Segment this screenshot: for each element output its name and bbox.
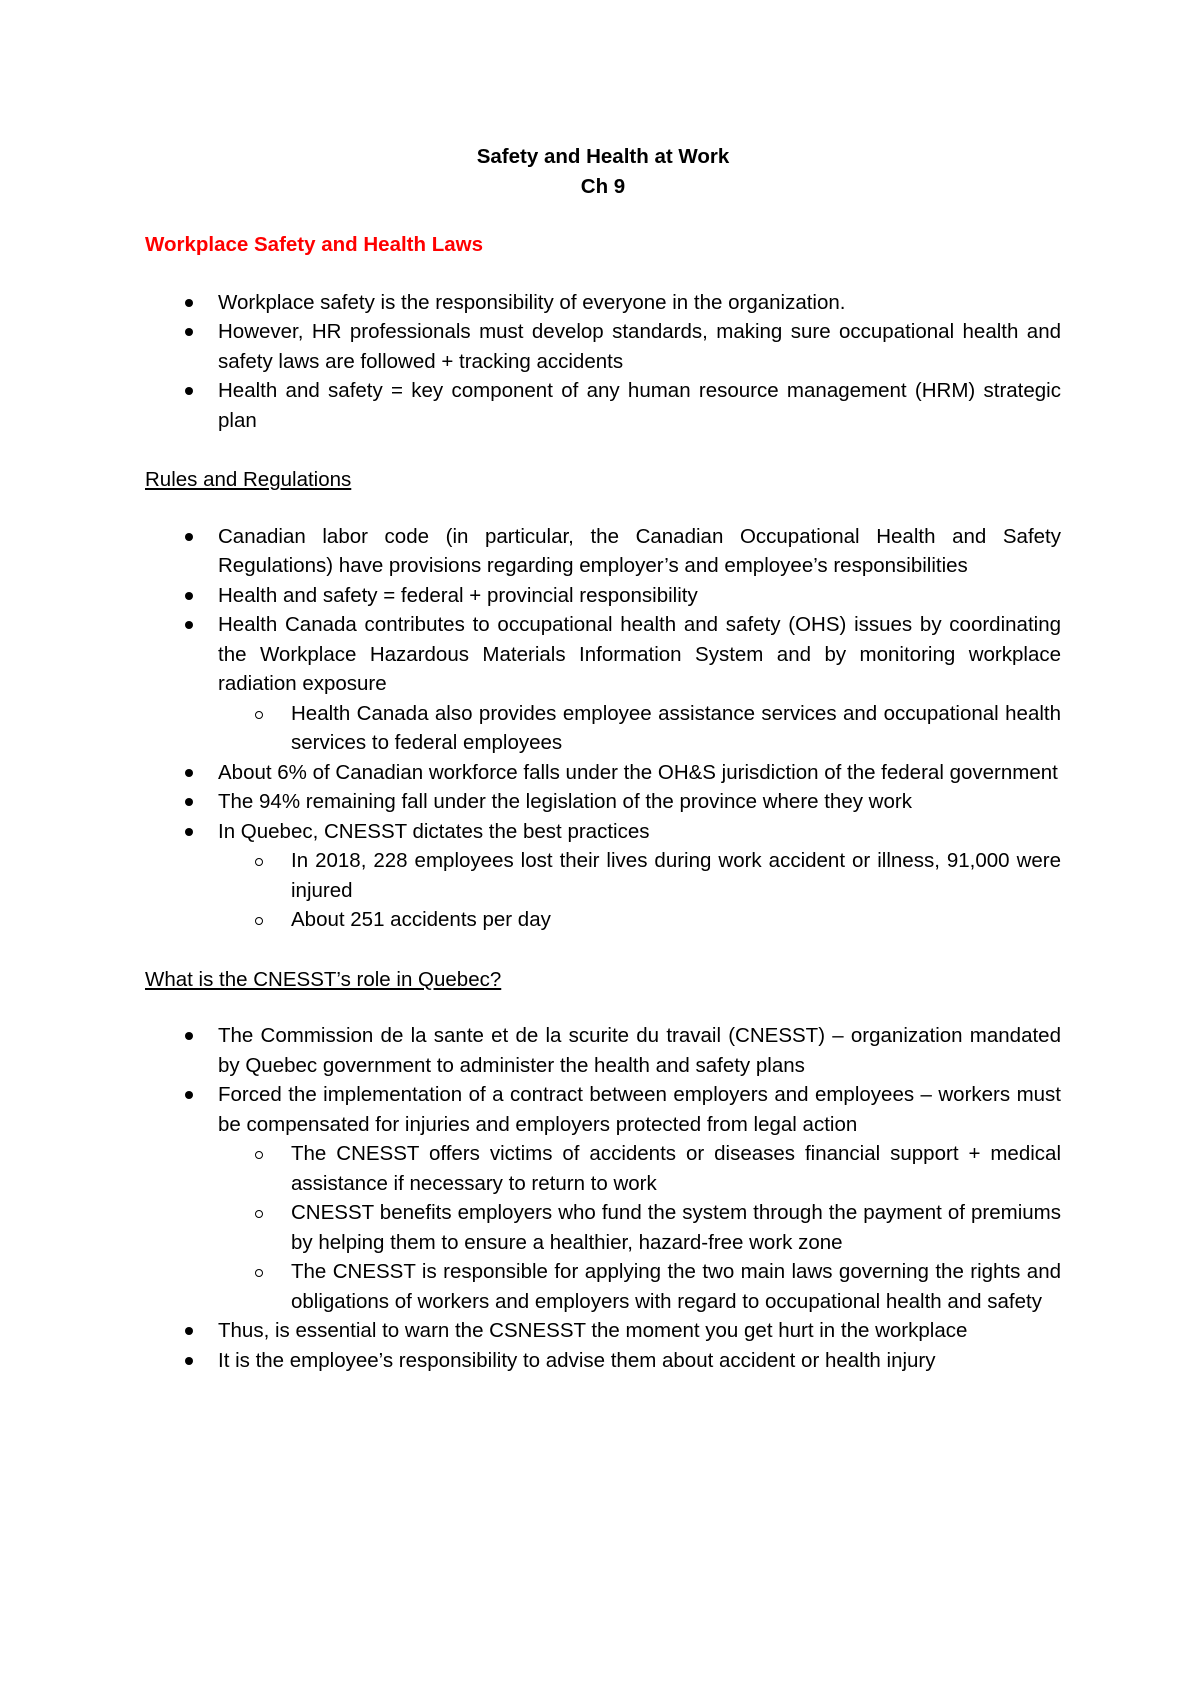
- list-item-text: Workplace safety is the responsibility of everyone in the organization.: [218, 290, 846, 314]
- circle-bullet-icon: [255, 858, 263, 866]
- sub-list-item-text: About 251 accidents per day: [291, 908, 551, 931]
- section-heading-workplace-laws: Workplace Safety and Health Laws: [145, 233, 483, 256]
- circle-bullet-icon: [255, 711, 263, 719]
- sub-list-item: [145, 699, 1061, 758]
- sub-list-item: [145, 1257, 1061, 1316]
- sub-list-item-text: The CNESST is responsible for applying the two main laws governing the rights and obligations of workers and employers with regard to occupational health and safety: [291, 1260, 1061, 1313]
- list-item-text: Forced the implementation of a contract between employers and employees – workers must be compensated for injuries and employers protected from legal action: [218, 1083, 1061, 1136]
- list-item-text: It is the employee’s responsibility to advise them about accident or health injury: [218, 1348, 936, 1372]
- list-item-text: In Quebec, CNESST dictates the best practices: [218, 819, 650, 843]
- sub-list: [218, 1139, 1061, 1316]
- list-item-text: However, HR professionals must develop standards, making sure occupational health and safety laws are followed + tracking accidents: [218, 320, 1061, 373]
- list-item: [145, 317, 1061, 376]
- list-item-text: The 94% remaining fall under the legislation of the province where they work: [218, 790, 912, 813]
- bullet-list-workplace-laws: [145, 288, 1061, 436]
- list-item-text: Health Canada contributes to occupational health and safety (OHS) issues by coordinating the Workplace Hazardous Materials Information System and by monitoring workplace radiation exposure: [218, 613, 1061, 695]
- section-heading-rules: Rules and Regulations: [145, 468, 352, 491]
- list-item: [145, 610, 1061, 758]
- bullet-icon: [185, 828, 193, 836]
- bullet-icon: [185, 533, 193, 541]
- bullet-icon: [185, 1357, 193, 1365]
- bullet-icon: [185, 328, 193, 336]
- bullet-list-cnesst-role: [145, 1021, 1061, 1375]
- bullet-icon: [185, 1032, 193, 1040]
- document-title: Safety and Health at Work: [476, 145, 730, 168]
- list-item: [145, 1346, 1061, 1376]
- sub-list-item: [145, 1139, 1061, 1198]
- bullet-icon: [185, 769, 193, 777]
- sub-list-item: [145, 846, 1061, 905]
- document-body: [145, 142, 1061, 1405]
- bullet-icon: [185, 1327, 193, 1335]
- sub-list-item: [145, 1198, 1061, 1257]
- circle-bullet-icon: [255, 1269, 263, 1277]
- list-item: [145, 1021, 1061, 1080]
- sub-list-item-text: The CNESST offers victims of accidents or diseases financial support + medical assistance if necessary to return to work: [291, 1142, 1061, 1195]
- list-item-text: The Commission de la sante et de la scurite du travail (CNESST) – organization mandated by Quebec government to administer the health and safety plans: [218, 1024, 1061, 1077]
- bullet-icon: [185, 621, 193, 629]
- list-item: [145, 1316, 1061, 1346]
- circle-bullet-icon: [255, 1151, 263, 1159]
- list-item: [145, 581, 1061, 611]
- list-item: [145, 288, 1061, 318]
- sub-list: [218, 699, 1061, 758]
- list-item: [145, 758, 1061, 788]
- list-item: [145, 522, 1061, 581]
- bullet-icon: [185, 592, 193, 600]
- sub-list-item-text: Health Canada also provides employee assistance services and occupational health services to federal employees: [291, 701, 1061, 754]
- bullet-list-rules: [145, 522, 1061, 935]
- circle-bullet-icon: [255, 1210, 263, 1218]
- list-item: [145, 1080, 1061, 1316]
- sub-list: [218, 846, 1061, 935]
- document-subtitle: Ch 9: [580, 174, 626, 198]
- sub-list-item: [145, 905, 1061, 935]
- list-item: [145, 817, 1061, 935]
- list-item: [145, 376, 1061, 435]
- bullet-icon: [185, 1091, 193, 1099]
- list-item-text: Canadian labor code (in particular, the Canadian Occupational Health and Safety Regulations) have provisions regarding employer’s and employee’s responsibilities: [218, 524, 1061, 577]
- section-heading-cnesst-role: What is the CNESST’s role in Quebec?: [145, 967, 502, 991]
- bullet-icon: [185, 798, 193, 806]
- sub-list-item-text: CNESST benefits employers who fund the system through the payment of premiums by helping them to ensure a healthier, hazard-free work zone: [291, 1201, 1061, 1254]
- list-item-text: About 6% of Canadian workforce falls under the OH&S jurisdiction of the federal government: [218, 760, 1058, 784]
- bullet-icon: [185, 299, 193, 307]
- circle-bullet-icon: [255, 917, 263, 925]
- bullet-icon: [185, 387, 193, 395]
- sub-list-item-text: In 2018, 228 employees lost their lives during work accident or illness, 91,000 were injured: [291, 849, 1061, 902]
- list-item-text: Health and safety = federal + provincial responsibility: [218, 583, 698, 607]
- list-item-text: Thus, is essential to warn the CSNESST the moment you get hurt in the workplace: [218, 1319, 968, 1342]
- list-item: [145, 787, 1061, 817]
- list-item-text: Health and safety = key component of any human resource management (HRM) strategic plan: [218, 379, 1061, 432]
